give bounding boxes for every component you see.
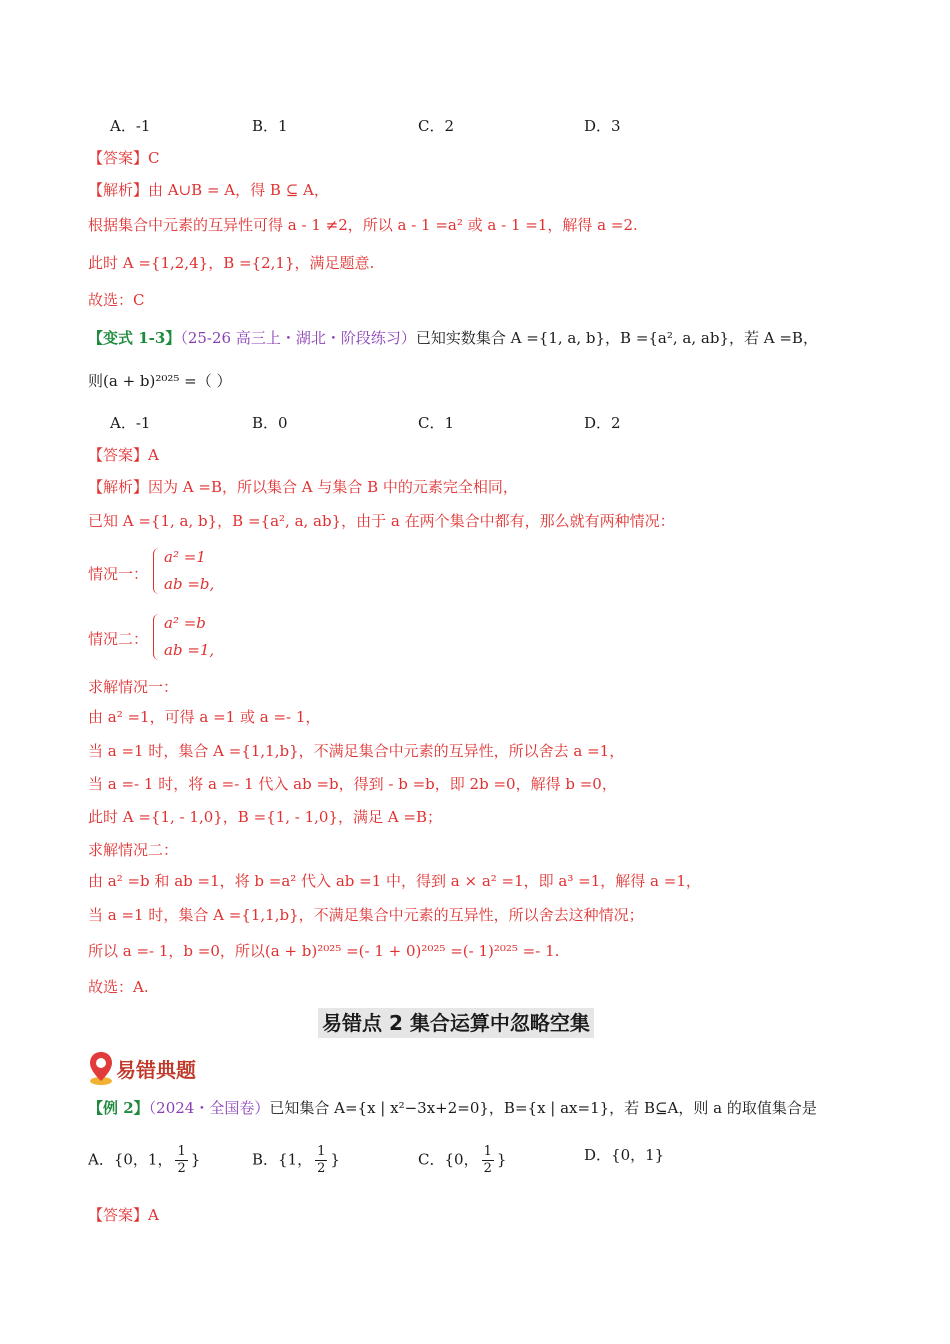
- case1-eq2: ab =b,: [164, 575, 215, 593]
- variant-answer-line: [88, 444, 159, 466]
- fraction-num: 1: [317, 1144, 326, 1159]
- example-stem-text: 已知集合 A={x | x²−3x+2=0}，B={x | ax=1}，若 B⊆A，则 a 的取值集合是: [269, 1099, 817, 1117]
- fraction-num: 1: [483, 1144, 492, 1159]
- variant-stem-text: 已知实数集合 A ={1, a, b}，B ={a², a, ab}，若 A =B，: [415, 329, 818, 347]
- option-post: }: [330, 1150, 340, 1169]
- option-label: C．: [418, 1150, 445, 1169]
- subhead-text: 易错典题: [116, 1057, 196, 1082]
- solve1-title: 求解情况一：: [88, 678, 179, 696]
- case2-eq1: a² =b: [164, 614, 206, 632]
- example-stem: [88, 1097, 817, 1119]
- case2-eq2: ab =1,: [164, 641, 215, 659]
- answer-value: A: [148, 1206, 159, 1224]
- option-label: B．: [252, 1150, 279, 1169]
- answer-value: A: [148, 446, 159, 464]
- location-pin-icon: [88, 1050, 114, 1086]
- option-post: }: [496, 1150, 507, 1169]
- solve2-line-3: 所以 a =- 1，b =0，所以(a + b)²⁰²⁵ =(- 1 + 0)²⁰²⁵ =(- 1)²⁰²⁵ =- 1.: [88, 942, 560, 960]
- variant-option-b: B．0: [252, 414, 288, 432]
- option-d: D．3: [584, 117, 621, 135]
- variant-stem-line-1: [88, 327, 818, 349]
- solve2-line-1: 由 a² =b 和 ab =1，将 b =a² 代入 ab =1 中，得到 a × a² =1，即 a³ =1，解得 a =1，: [88, 872, 701, 890]
- analysis-line-2: 根据集合中元素的互异性可得 a - 1 ≠2，所以 a - 1 =a² 或 a - 1 =1，解得 a =2.: [88, 216, 638, 234]
- solve1-line-4: 此时 A ={1, - 1,0}，B ={1, - 1,0}，满足 A =B；: [88, 808, 442, 826]
- analysis-line-1: [88, 179, 329, 201]
- option-label: D．: [584, 1146, 612, 1164]
- option-label: A．: [88, 1150, 114, 1169]
- subhead: [88, 1048, 196, 1088]
- fraction: [175, 1144, 187, 1177]
- fraction-den: 2: [317, 1161, 326, 1176]
- case2-brace: [153, 614, 161, 660]
- solve1-line-3: 当 a =- 1 时，将 a =- 1 代入 ab =b，得到 - b =b，即 2b =0，解得 b =0，: [88, 775, 617, 793]
- option-pre: {0，: [444, 1150, 479, 1169]
- example-source: （2024・全国卷）: [148, 1099, 270, 1117]
- variant-tag: 【变式 1-3】: [88, 329, 181, 347]
- option-pre: {0，1}: [611, 1146, 665, 1164]
- option-b: B．1: [252, 117, 288, 135]
- solve1-line-1: 由 a² =1，可得 a =1 或 a =- 1，: [88, 708, 321, 726]
- option-c: C．2: [418, 117, 455, 135]
- variant-option-d: D．2: [584, 414, 621, 432]
- fraction-den: 2: [483, 1161, 492, 1176]
- example-option-c: [418, 1144, 506, 1177]
- case1-label: 情况一：: [88, 565, 149, 583]
- variant-source: （25-26 高三上・湖北・阶段练习）: [180, 329, 416, 347]
- variant-choose-line: 故选：A.: [88, 978, 149, 996]
- fraction-den: 2: [177, 1161, 186, 1176]
- variant-analysis-line-2: 已知 A ={1, a, b}，B ={a², a, ab}，由于 a 在两个集合中都有，那么就有两种情况：: [88, 512, 675, 530]
- variant-stem-line-2: 则(a + b)²⁰²⁵ =（ ）: [88, 372, 232, 390]
- example-option-a: [88, 1144, 200, 1177]
- fraction: [315, 1144, 327, 1177]
- fraction-num: 1: [177, 1144, 186, 1159]
- analysis-text: 因为 A =B，所以集合 A 与集合 B 中的元素完全相同，: [148, 478, 518, 496]
- choose-line: 故选：C: [88, 291, 145, 309]
- case2-label: 情况二：: [88, 630, 149, 648]
- example-option-b: [252, 1144, 340, 1177]
- analysis-tag: 【解析】: [88, 181, 149, 199]
- answer-tag: 【答案】: [88, 1206, 149, 1224]
- fraction: [482, 1144, 494, 1177]
- section-title: 易错点 2 集合运算中忽略空集: [318, 1008, 594, 1038]
- example-tag: 【例 2】: [88, 1099, 149, 1117]
- example-answer-line: [88, 1204, 159, 1226]
- variant-analysis-line-1: [88, 476, 518, 498]
- solve1-line-2: 当 a =1 时，集合 A ={1,1,b}，不满足集合中元素的互异性，所以舍去 a =1，: [88, 742, 625, 760]
- example-option-d: [584, 1144, 664, 1166]
- solve2-title: 求解情况二：: [88, 841, 179, 859]
- solve2-line-2: 当 a =1 时，集合 A ={1,1,b}，不满足集合中元素的互异性，所以舍去这种情况；: [88, 906, 644, 924]
- option-post: }: [190, 1150, 201, 1169]
- variant-option-a: A．-1: [110, 414, 151, 432]
- analysis-tag: 【解析】: [88, 478, 149, 496]
- case1-brace: [153, 548, 161, 594]
- answer-value: C: [148, 149, 160, 167]
- answer-tag: 【答案】: [88, 446, 149, 464]
- analysis-line-3: 此时 A ={1,2,4}，B ={2,1}，满足题意.: [88, 254, 375, 272]
- answer-line: [88, 147, 160, 169]
- case1-eq1: a² =1: [164, 548, 206, 566]
- analysis-text: 由 A∪B = A，得 B ⊆ A，: [148, 181, 329, 199]
- option-pre: {0，1，: [113, 1150, 173, 1169]
- option-pre: {1，: [278, 1150, 313, 1169]
- answer-tag: 【答案】: [88, 149, 149, 167]
- option-a: A．-1: [110, 117, 151, 135]
- variant-option-c: C．1: [418, 414, 455, 432]
